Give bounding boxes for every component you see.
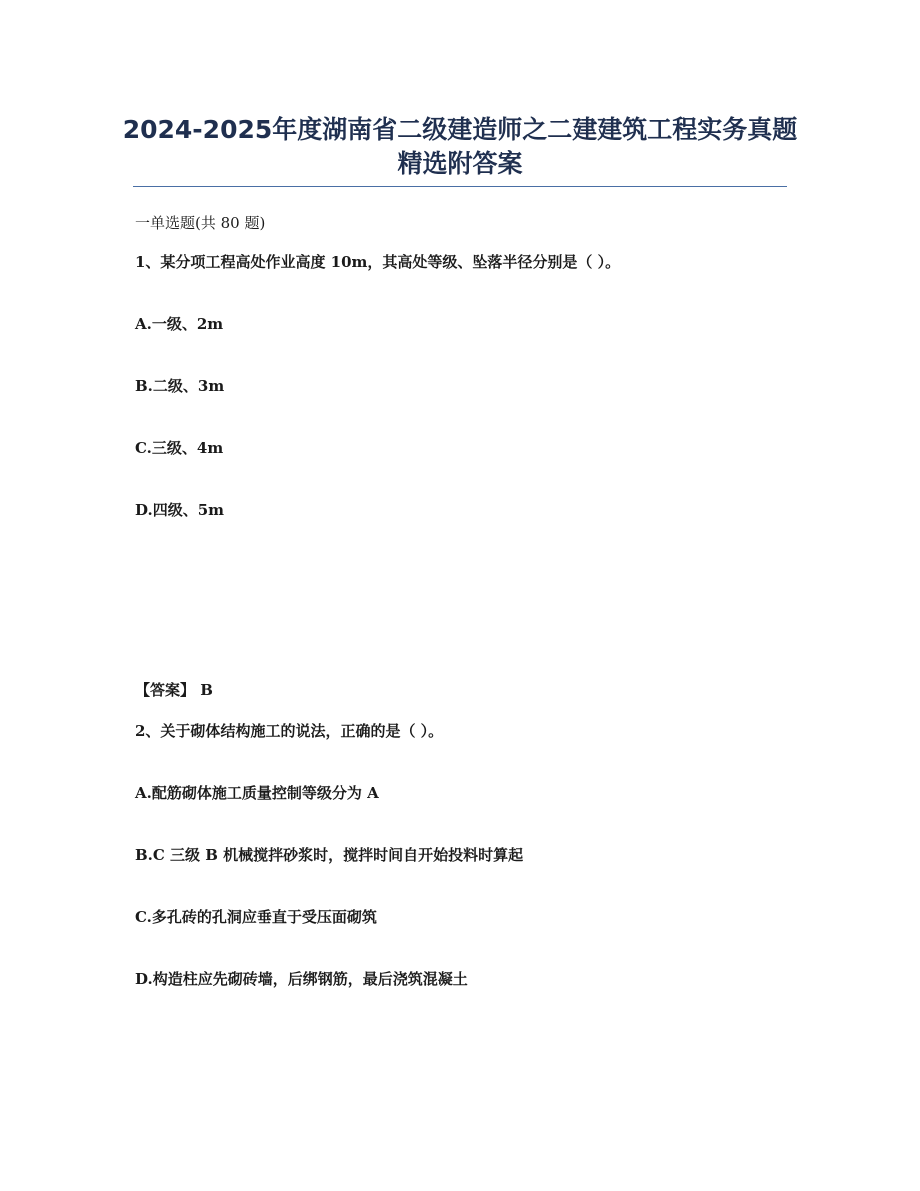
question-1-option-d: D.四级、5m bbox=[135, 501, 225, 519]
question-2-option-c: C.多孔砖的孔洞应垂直于受压面砌筑 bbox=[135, 908, 377, 926]
title-divider bbox=[133, 186, 787, 187]
question-2-stem: 2、关于砌体结构施工的说法，正确的是（ ）。 bbox=[135, 722, 444, 740]
question-1-answer: 【答案】 B bbox=[135, 681, 213, 699]
section-header: 一单选题(共 80 题) bbox=[135, 214, 266, 232]
question-1-stem: 1、某分项工程高处作业高度 10m，其高处等级、坠落半径分别是（ ）。 bbox=[135, 253, 621, 271]
question-1-option-c: C.三级、4m bbox=[135, 439, 224, 457]
document-title-line-1: 2024-2025年度湖南省二级建造师之二建建筑工程实务真题 bbox=[122, 115, 798, 144]
question-1-option-b: B.二级、3m bbox=[135, 377, 225, 395]
question-2-option-a: A.配筋砌体施工质量控制等级分为 A bbox=[135, 784, 379, 802]
question-1-option-a: A.一级、2m bbox=[135, 315, 224, 333]
document-title-line-2: 精选附答案 bbox=[397, 149, 523, 178]
question-2-option-b: B.C 三级 B 机械搅拌砂浆时，搅拌时间自开始投料时算起 bbox=[135, 846, 524, 864]
question-2-option-d: D.构造柱应先砌砖墙，后绑钢筋，最后浇筑混凝土 bbox=[135, 970, 468, 988]
